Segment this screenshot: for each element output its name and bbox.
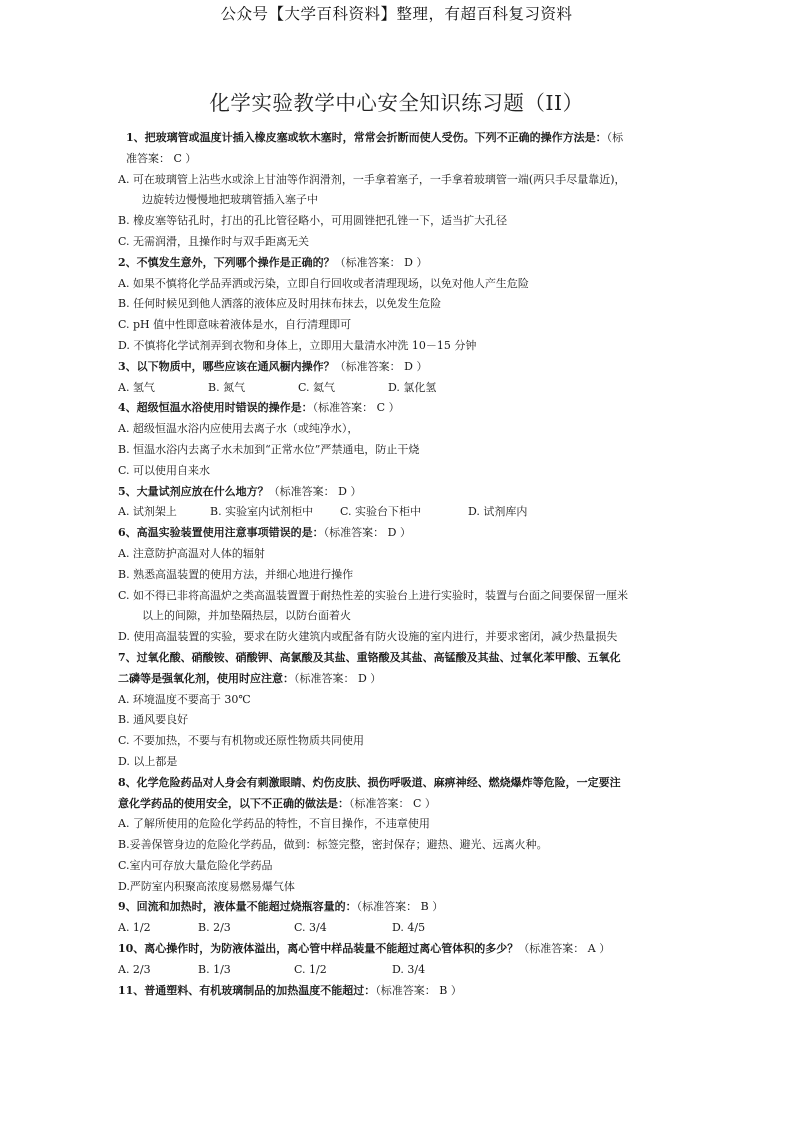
question-1-answer-start: （标	[606, 131, 624, 144]
question-4	[118, 398, 680, 419]
question-7-answer: （标准答案： D ）	[294, 671, 382, 685]
question-3	[118, 357, 680, 378]
question-3-option-a: A. 氢气	[118, 380, 155, 394]
question-9-options	[118, 918, 680, 939]
question-8-cont	[118, 794, 680, 815]
question-10-option-c: C. 1/2	[294, 962, 327, 976]
question-5-option-a: A. 试剂架上	[118, 505, 177, 519]
question-2-answer: （标准答案： D ）	[334, 255, 428, 269]
question-5	[118, 482, 680, 503]
question-1-option-c: C. 无需润滑，且操作时与双手距离无关	[118, 234, 310, 248]
question-10-options	[118, 960, 680, 981]
question-10	[118, 939, 680, 960]
question-8: 8、化学危险药品对人身会有刺激眼睛、灼伤皮肤、损伤呼吸道、麻痹神经、燃烧爆炸等危险，一定要注	[118, 775, 621, 789]
question-6-text: 6、高温实验装置使用注意事项错误的是：	[118, 526, 324, 540]
question-10-answer: （标准答案： A ）	[518, 942, 611, 956]
question-2	[118, 253, 680, 274]
question-5-option-b: B. 实验室内试剂柜中	[210, 505, 314, 519]
question-4-option-a: A. 超级恒温水浴内应使用去离子水（或纯净水），	[118, 422, 359, 436]
question-4-option-b: B. 恒温水浴内去离子水未加到“正常水位”严禁通电，防止干烧	[118, 442, 420, 456]
question-7: 7、过氧化酸、硝酸铵、硝酸钾、高氯酸及其盐、重铬酸及其盐、高锰酸及其盐、过氧化苯甲酸、五氧化	[118, 650, 621, 664]
question-2-option-c: C. pH 值中性即意味着液体是水，自行清理即可	[118, 318, 352, 332]
question-9	[118, 897, 680, 918]
question-1	[118, 128, 680, 149]
question-7-option-d: D. 以上都是	[118, 754, 178, 768]
question-8-option-b: B.妥善保管身边的危险化学药品，做到：标签完整，密封保存；避热、避光、远离火种。	[118, 838, 548, 852]
question-4-text: 4、超级恒温水浴使用时错误的操作是：	[118, 401, 313, 415]
question-9-option-b: B. 2/3	[198, 921, 231, 935]
question-1-option-a: A. 可在玻璃管上沾些水或涂上甘油等作润滑剂，一手拿着塞子，一手拿着玻璃管一端(两只手尽量靠近)，	[118, 172, 626, 186]
question-2-option-d: D. 不慎将化学试剂弄到衣物和身体上，立即用大量清水冲洗 10－15 分钟	[118, 338, 477, 352]
question-7-text: 二磷等是强氧化剂，使用时应注意：	[118, 671, 294, 685]
question-9-option-a: A. 1/2	[118, 921, 151, 935]
question-6-answer: （标准答案： D ）	[323, 526, 411, 540]
question-3-options	[118, 378, 680, 399]
question-6-option-c: C. 如不得已非将高温炉之类高温装置置于耐热性差的实验台上进行实验时，装置与台面之间要保留一厘米	[118, 588, 629, 602]
question-1-option-a-cont: 边旋转边慢慢地把玻璃管插入塞子中	[142, 193, 318, 207]
question-11-answer: （标准答案： B ）	[375, 983, 462, 997]
question-7-option-a: A. 环境温度不要高于 30℃	[118, 692, 251, 706]
question-6	[118, 523, 680, 544]
question-10-option-a: A. 2/3	[118, 962, 151, 976]
question-5-answer: （标准答案： D ）	[268, 484, 362, 498]
question-10-option-b: B. 1/3	[198, 962, 231, 976]
question-6-option-d: D. 使用高温装置的实验，要求在防火建筑内或配备有防火设施的室内进行，并要求密闭，减少热量损失	[118, 630, 618, 644]
question-3-option-b: B. 氮气	[208, 380, 246, 394]
question-7-option-c: C. 不要加热，不要与有机物或还原性物质共同使用	[118, 734, 365, 748]
question-10-option-d: D. 3/4	[392, 962, 426, 976]
question-5-options	[118, 502, 680, 523]
question-8-option-d: D.严防室内积聚高浓度易燃易爆气体	[118, 879, 295, 893]
question-3-option-c: C. 氦气	[298, 380, 336, 394]
question-9-option-c: C. 3/4	[294, 921, 327, 935]
question-3-answer: （标准答案： D ）	[334, 359, 428, 373]
question-8-option-c: C.室内可存放大量危险化学药品	[118, 858, 273, 872]
question-4-option-c: C. 可以使用自来水	[118, 463, 211, 477]
question-2-text: 2、不慎发生意外，下列哪个操作是正确的？	[118, 255, 335, 269]
question-9-text: 9、回流和加热时，液体量不能超过烧瓶容量的：	[118, 900, 357, 914]
question-3-text: 3、以下物质中，哪些应该在通风橱内操作？	[118, 359, 335, 373]
question-6-option-c-cont: 以上的间隙，并加垫隔热层，以防台面着火	[142, 609, 351, 623]
question-6-option-a: A. 注意防护高温对人体的辐射	[118, 546, 265, 560]
question-9-option-d: D. 4/5	[392, 921, 426, 935]
question-8-text: 意化学药品的使用安全，以下不正确的做法是：	[118, 796, 349, 810]
question-10-text: 10、离心操作时，为防液体溢出，离心管中样品装量不能超过离心管体积的多少？	[118, 942, 519, 956]
question-2-option-a: A. 如果不慎将化学品弄洒或污染，立即自行回收或者清理现场，以免对他人产生危险	[118, 276, 529, 290]
question-list	[118, 128, 680, 1001]
question-5-text: 5、大量试剂应放在什么地方？	[118, 484, 269, 498]
question-11-text: 11、普通塑料、有机玻璃制品的加热温度不能超过：	[118, 983, 376, 997]
question-6-option-b: B. 熟悉高温装置的使用方法，并细心地进行操作	[118, 567, 354, 581]
page-header: 公众号【大学百科资料】整理，有超百科复习资料	[220, 5, 573, 23]
question-7-cont	[118, 669, 680, 690]
question-4-answer: （标准答案： C ）	[312, 401, 400, 415]
question-5-option-d: D. 试剂库内	[468, 505, 528, 519]
question-8-answer: （标准答案： C ）	[349, 796, 436, 810]
question-5-option-c: C. 实验台下柜中	[340, 505, 422, 519]
question-1-text: 1、把玻璃管或温度计插入橡皮塞或软木塞时，常常会折断而使人受伤。下列不正确的操作方法是：	[126, 131, 607, 144]
page-title: 化学实验教学中心安全知识练习题（II）	[209, 91, 584, 115]
question-3-option-d: D. 氯化氢	[388, 380, 437, 394]
question-1-answer-end: 准答案： C ）	[126, 151, 197, 165]
question-1-option-b: B. 橡皮塞等钻孔时，打出的孔比管径略小，可用圆锉把孔锉一下，适当扩大孔径	[118, 214, 508, 228]
question-7-option-b: B. 通风要良好	[118, 713, 189, 727]
question-9-answer: （标准答案： B ）	[356, 900, 444, 914]
question-8-option-a: A. 了解所使用的危险化学药品的特性，不盲目操作，不违章使用	[118, 817, 430, 831]
question-11	[118, 981, 680, 1002]
question-2-option-b: B. 任何时候见到他人洒落的液体应及时用抹布抹去，以免发生危险	[118, 297, 442, 311]
